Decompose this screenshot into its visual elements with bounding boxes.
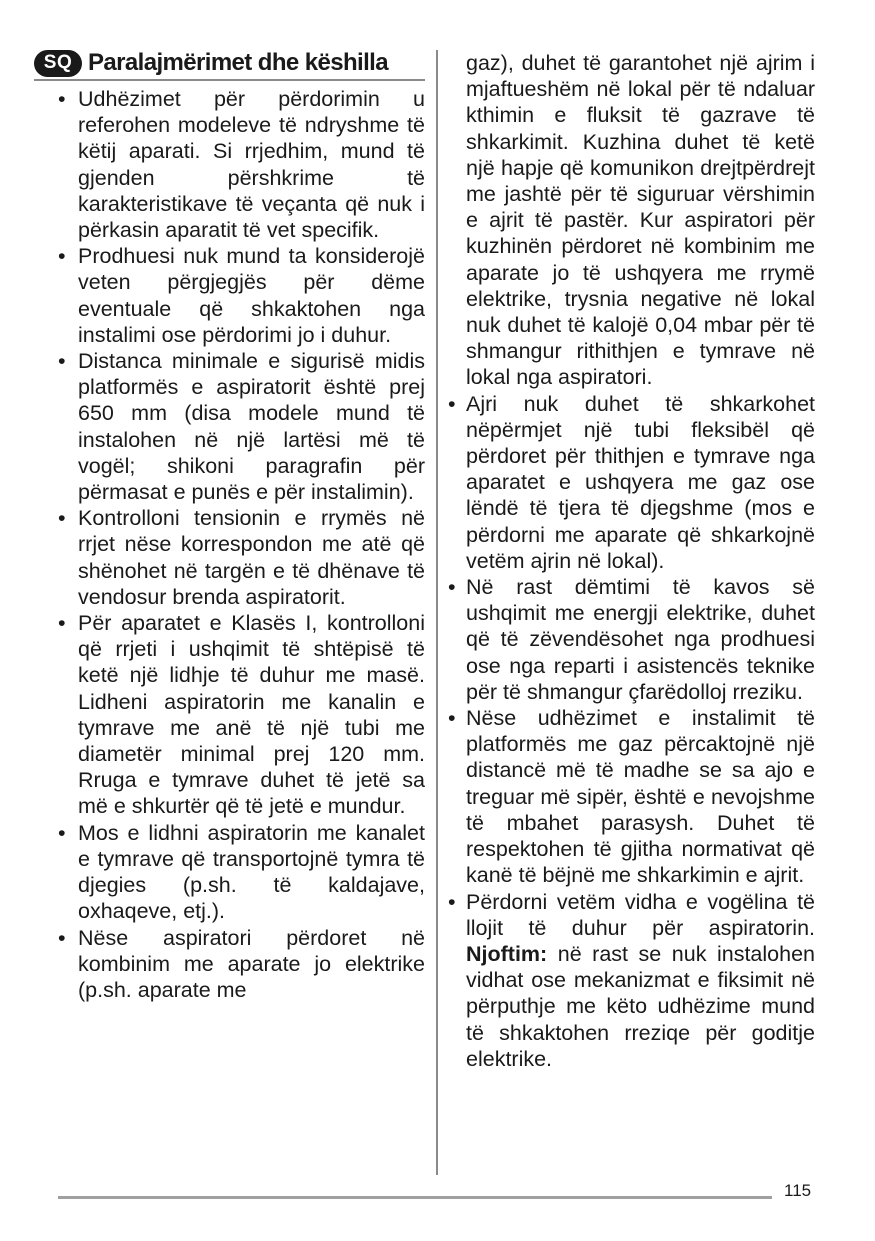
list-item bbox=[448, 889, 815, 1072]
warnings-list-left bbox=[58, 86, 425, 1003]
language-badge: SQ bbox=[34, 50, 82, 77]
list-item: • Në rast dëmtimi të kavos së ushqimit me energji elektrike, duhet që të zëvendësohet nga prodhuesi ose nga reparti i asistencës teknike për të shmangur çfarëdolloj rreziku. bbox=[448, 574, 815, 705]
list-item: • Për aparatet e Klasës I, kontrolloni që rrjeti i ushqimit të shtëpisë të ketë një lidhje të duhur me masë. Lidheni aspiratorin me kanalin e tymrave me anë të një tubi me diametër minimal prej 120 mm. Rruga e tymrave duhet të jetë sa më e shkurtër që të jetë e mundur. bbox=[58, 610, 425, 820]
section-heading bbox=[34, 50, 425, 81]
continued-paragraph: gaz), duhet të garantohet një ajrim i mjaftueshëm në lokal për të ndaluar kthimin e fluksit të gazrave të shkarkimit. Kuzhina duhet të ketë një hapje që komunikon drejtpërdrejt me jashtë për të siguruar vërshimin e ajrit të pastër. Kur aspiratori për kuzhinën përdoret në kombinim me aparate jo të ushqyera me rrymë elektrike, trysnia negative në lokal nuk duhet të kalojë 0,04 mbar për të shmangur rithithjen e tymrave në lokal nga aspiratori. bbox=[466, 51, 815, 390]
column-divider bbox=[436, 50, 438, 1175]
page-title: Paralajmërimet dhe këshilla bbox=[88, 49, 388, 77]
list-item-text: Përdorni vetëm vidha e vogëlina të llojit të duhur për aspiratorin. bbox=[466, 889, 815, 940]
list-item: • Udhëzimet për përdorimin u referohen modeleve të ndryshme të këtij aparati. Si rrjedhim, mund të gjenden përshkrime të karakteristikave të veçanta që nuk i përkasin aparatit të vet specifik. bbox=[58, 86, 425, 243]
list-item: • Kontrolloni tensionin e rrymës në rrjet nëse korrespondon me atë që shënohet në targën e të dhënave të vendosur brenda aspiratorit. bbox=[58, 505, 425, 610]
warnings-list-right bbox=[448, 391, 815, 1072]
list-item: • Nëse udhëzimet e instalimit të platformës me gaz përcaktojnë një distancë më të madhe se sa ajo e treguar më sipër, është e nevojshme të mbahet parasysh. Duhet të respektohen të gjitha normativat që kanë të bëjnë me shkarkimin e ajrit. bbox=[448, 705, 815, 888]
footer-rule bbox=[58, 1196, 772, 1199]
list-item: • Mos e lidhni aspiratorin me kanalet e tymrave që transportojnë tymra të djegies (p.sh. të kaldajave, oxhaqeve, etj.). bbox=[58, 820, 425, 925]
list-item: • Prodhuesi nuk mund ta konsiderojë veten përgjegjës për dëme eventuale që shkaktohen nga instalimi ose përdorimi jo i duhur. bbox=[58, 243, 425, 348]
right-column bbox=[466, 50, 815, 1072]
list-item: • Nëse aspiratori përdoret në kombinim me aparate jo elektrike (p.sh. aparate me bbox=[58, 925, 425, 1004]
list-item: • Ajri nuk duhet të shkarkohet nëpërmjet një tubi fleksibël që përdoret për thithjen e tymrave nga aparatet e ushqyera me gaz ose lëndë të tjera të djegshme (mos e përdorni me aparate që shkarkojnë vetëm ajrin në lokal). bbox=[448, 391, 815, 574]
page-number: 115 bbox=[784, 1181, 812, 1200]
note-text: në rast se nuk instalohen vidhat ose mekanizmat e fiksimit në përputhje me këto udhëzime mund të shkaktohen rreziqe për goditje elektrike. bbox=[466, 941, 815, 1071]
left-column bbox=[43, 49, 425, 1003]
note-label: Njoftim: bbox=[466, 941, 548, 966]
list-item: • Distanca minimale e sigurisë midis platformës e aspiratorit është prej 650 mm (disa modele mund të instalohen në një lartësi më të vogël; shikoni paragrafin për përmasat e punës e për instalimin). bbox=[58, 348, 425, 505]
